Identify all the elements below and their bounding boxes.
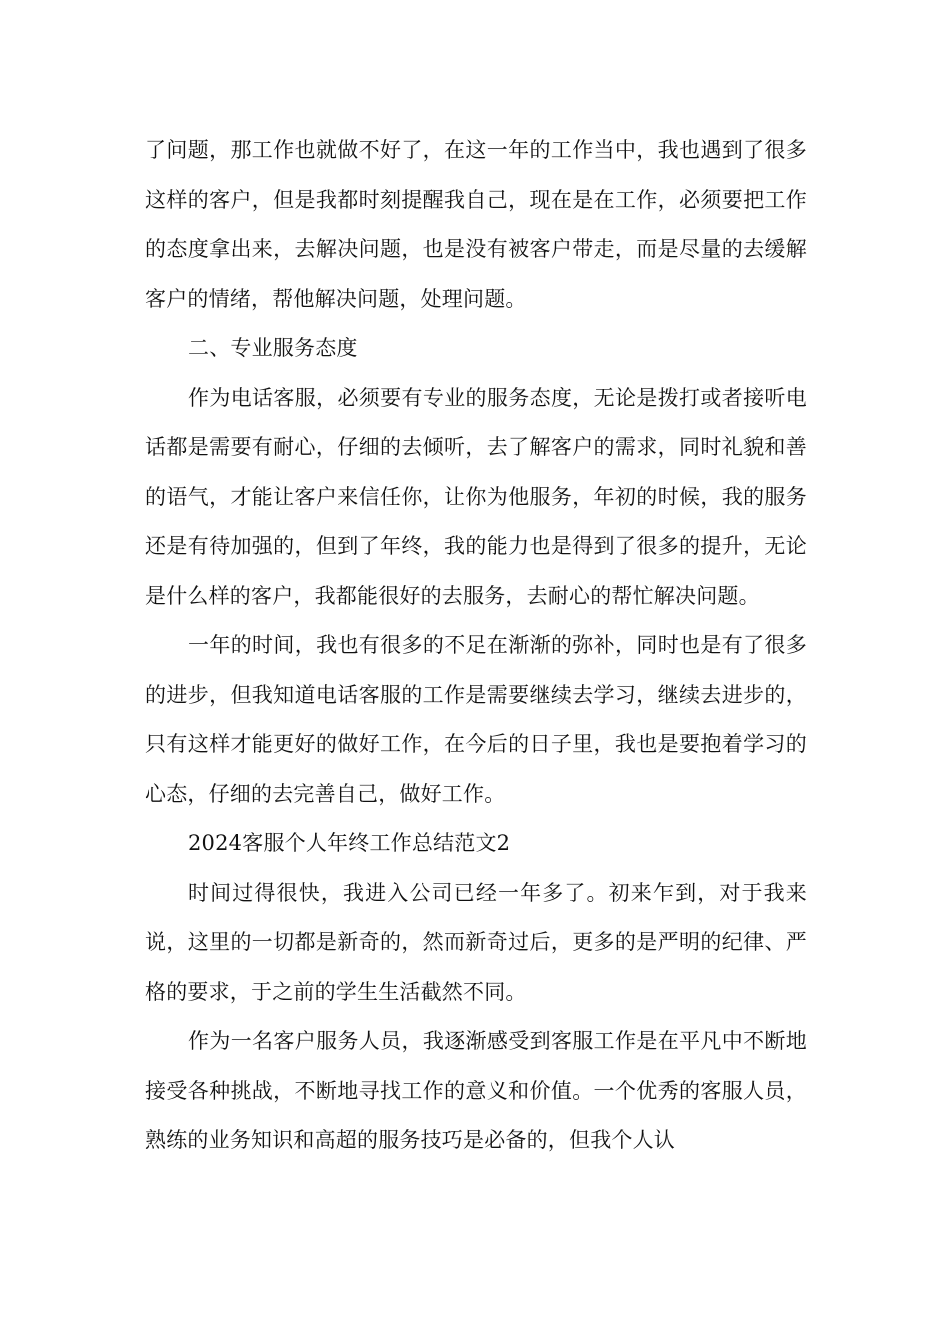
body-paragraph: 作为电话客服，必须要有专业的服务态度，无论是拨打或者接听电话都是需要有耐心，仔细的去倾听，去了解客户的需求，同时礼貌和善的语气，才能让客户来信任你，让你为他服务，年初的时候，我的服务还是有待加强的，但到了年终，我的能力也是得到了很多的提升，无论是什么样的客户，我都能很好的去服务，去耐心的帮忙解决问题。 [145,385,807,608]
document-page [145,126,807,1166]
section-heading: 二、专业服务态度 [188,336,358,360]
article-title: 2024客服个人年终工作总结范文2 [188,831,511,855]
body-paragraph: 一年的时间，我也有很多的不足在渐渐的弥补，同时也是有了很多的进步，但我知道电话客服的工作是需要继续去学习，继续去进步的，只有这样才能更好的做好工作，在今后的日子里，我也是要抱着学习的心态，仔细的去完善自己，做好工作。 [145,633,807,806]
body-paragraph: 作为一名客户服务人员，我逐渐感受到客服工作是在平凡中不断地接受各种挑战，不断地寻找工作的意义和价值。一个优秀的客服人员，熟练的业务知识和高超的服务技巧是必备的，但我个人认 [145,1029,807,1152]
body-paragraph: 时间过得很快，我进入公司已经一年多了。初来乍到，对于我来说，这里的一切都是新奇的，然而新奇过后，更多的是严明的纪律、严格的要求，于之前的学生生活截然不同。 [145,880,807,1004]
body-paragraph: 了问题，那工作也就做不好了，在这一年的工作当中，我也遇到了很多这样的客户，但是我都时刻提醒我自己，现在是在工作，必须要把工作的态度拿出来，去解决问题，也是没有被客户带走，而是尽量的去缓解客户的情绪，帮他解决问题，处理问题。 [145,138,807,311]
